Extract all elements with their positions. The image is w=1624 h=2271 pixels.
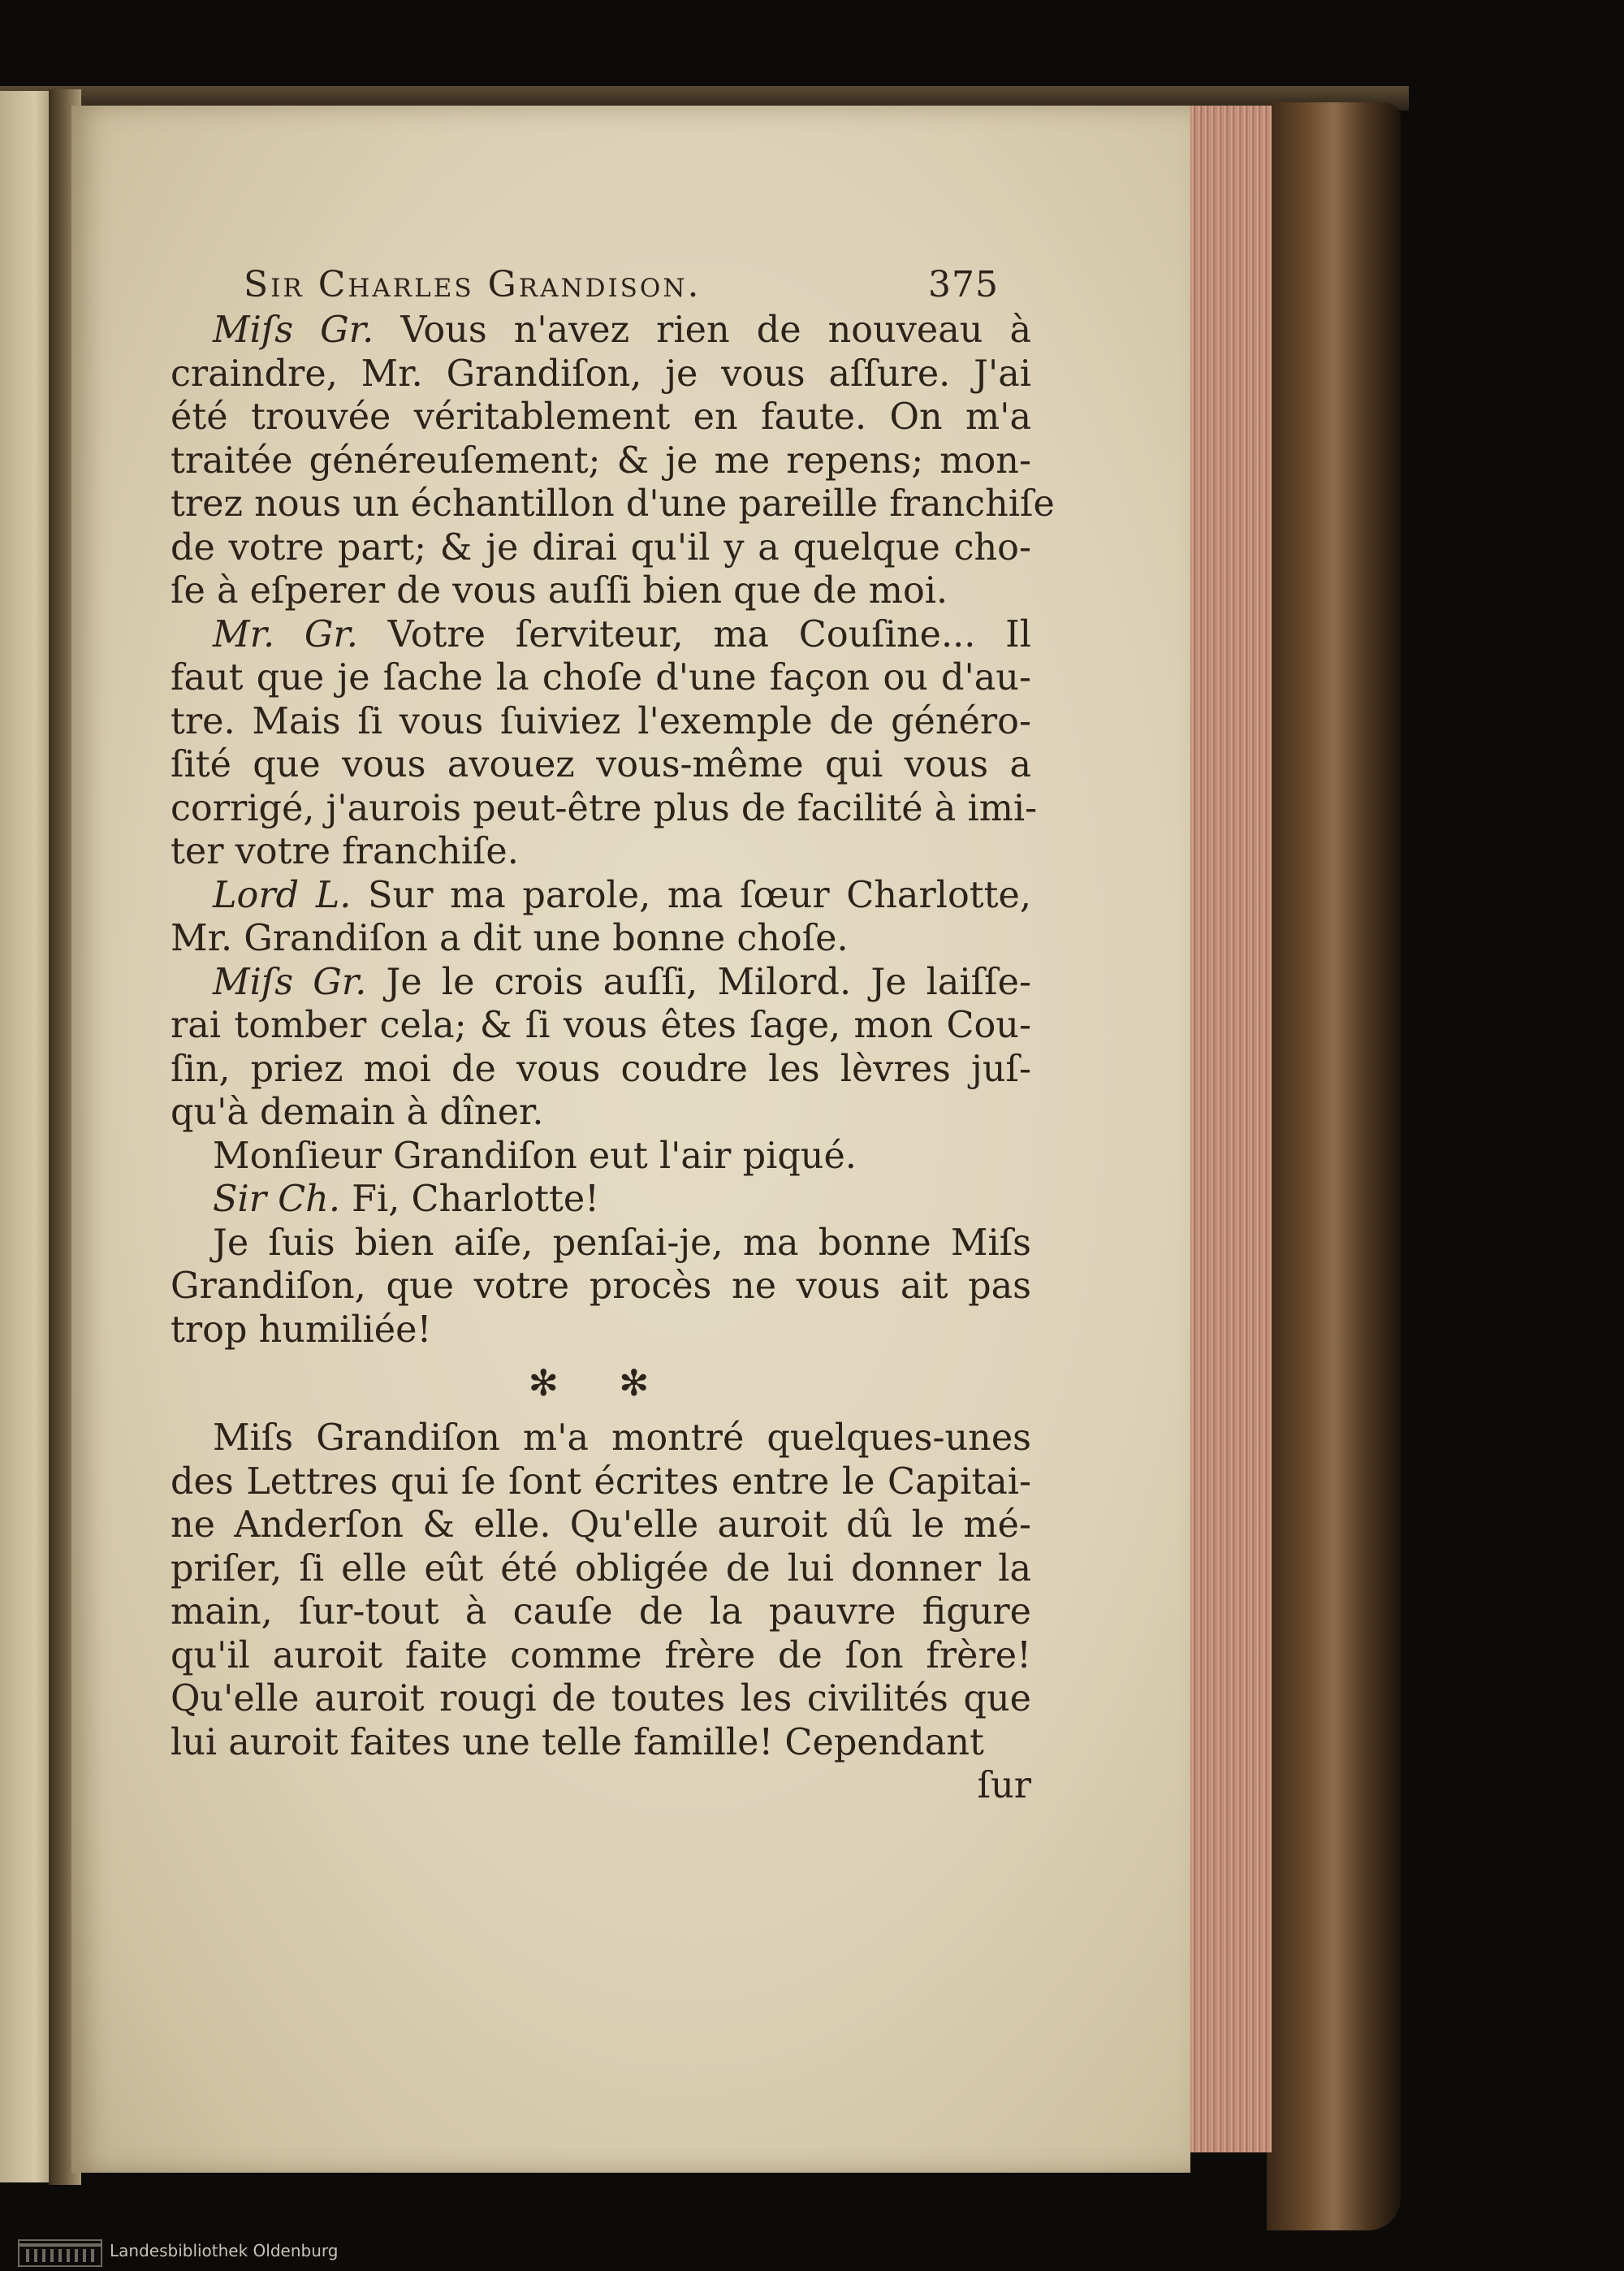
text-line xyxy=(171,830,1031,874)
text-line xyxy=(171,1590,1031,1634)
section-ornament: ✻ ✻ xyxy=(528,1363,674,1404)
line-text: des Lettres qui ſe ſont écrites entre le Capitai- xyxy=(171,1460,1031,1503)
body-text xyxy=(171,309,1055,1808)
speaker-name: Miſs Gr. xyxy=(213,961,367,1003)
text-line xyxy=(171,1309,1031,1352)
line-text: priſer, ſi elle eût été obligée de lui donner la xyxy=(171,1547,1031,1590)
running-title: Sir Charles Grandison. xyxy=(244,264,702,305)
line-text: Mr. Grandiſon a dit une bonne choſe. xyxy=(171,918,849,959)
text-line xyxy=(171,1677,1031,1721)
line-text: ne Anderſon & elle. Qu'elle auroit dû le mé- xyxy=(171,1504,1031,1546)
paragraph xyxy=(171,1222,1031,1352)
page-edges xyxy=(1190,106,1272,2152)
paragraph xyxy=(171,613,1038,874)
text-line xyxy=(171,1004,1031,1048)
text-line xyxy=(171,1721,1031,1765)
line-text: trez nous un échantillon d'une pareille franchiſe xyxy=(171,483,1055,525)
text-line xyxy=(171,1091,1031,1135)
text-line xyxy=(171,1634,1031,1678)
line-text: ſité que vous avouez vous-même qui vous a xyxy=(171,744,1031,785)
text-line xyxy=(171,1503,1031,1547)
paragraph xyxy=(171,874,1031,961)
text-line xyxy=(171,656,1031,700)
text-line xyxy=(171,874,1031,918)
line-text: craindre, Mr. Grandiſon, je vous aſſure. J'ai xyxy=(171,353,1031,395)
line-text: Fi, Charlotte! xyxy=(340,1179,600,1220)
speaker-name: Sir Ch. xyxy=(213,1179,340,1220)
line-text: Vous n'avez rien de nouveau à xyxy=(374,309,1032,351)
text-line xyxy=(171,961,1031,1005)
text-line xyxy=(171,1417,1031,1460)
line-text: ſin, priez moi de vous coudre les lèvres juſ- xyxy=(171,1048,1031,1090)
line-text: qu'il auroit faite comme frère de ſon frère! xyxy=(171,1634,1031,1676)
speaker-name: Mr. Gr. xyxy=(213,613,358,655)
text-line xyxy=(171,743,1031,787)
book-binding xyxy=(1267,102,1401,2230)
line-text: Qu'elle auroit rougi de toutes les civilités que xyxy=(171,1678,1031,1719)
text-line xyxy=(171,1460,1031,1504)
speaker-name: Miſs Gr. xyxy=(213,309,374,351)
text-line xyxy=(171,1222,1031,1265)
text-line xyxy=(171,353,1031,396)
text-line xyxy=(171,787,1038,831)
line-text: traitée généreuſement; & je me repens; mon- xyxy=(171,439,1031,482)
page-number: 375 xyxy=(928,264,999,305)
line-text: qu'à demain à dîner. xyxy=(171,1092,544,1133)
line-text: Monſieur Grandiſon eut l'air piqué. xyxy=(213,1135,857,1177)
text-line xyxy=(171,1048,1031,1092)
paragraph xyxy=(171,1417,1031,1764)
text-line xyxy=(171,1265,1031,1309)
line-text: lui auroit faites une telle famille! Cependant xyxy=(171,1721,984,1763)
line-text: Grandiſon, que votre procès ne vous ait pas xyxy=(171,1265,1031,1307)
paragraph xyxy=(171,961,1031,1135)
paragraph xyxy=(171,1135,1031,1179)
text-line xyxy=(171,1135,1031,1179)
line-text: Je ſuis bien aiſe, penſai-je, ma bonne Miſs xyxy=(213,1222,1031,1264)
line-text: main, ſur-tout à cauſe de la pauvre figure xyxy=(171,1591,1031,1633)
text-line xyxy=(171,482,1055,526)
line-text: de votre part; & je dirai qu'il y a quelque cho- xyxy=(171,526,1031,569)
line-text: Votre ſerviteur, ma Couſine... Il xyxy=(357,613,1031,655)
line-text: trop humiliée! xyxy=(171,1309,432,1351)
line-text: Je le crois auſſi, Milord. Je laiſſe- xyxy=(366,961,1031,1003)
library-building-icon xyxy=(18,2239,102,2267)
line-text: ter votre franchiſe. xyxy=(171,831,519,872)
text-line xyxy=(171,1178,1031,1222)
text-line xyxy=(171,700,1031,744)
text-line xyxy=(171,396,1031,439)
text-line xyxy=(171,526,1031,570)
text-line xyxy=(171,309,1031,353)
text-line xyxy=(171,613,1031,657)
line-text: rai tomber cela; & ſi vous êtes ſage, mon Cou- xyxy=(171,1005,1031,1046)
line-text: tre. Mais ſi vous ſuiviez l'exemple de généro- xyxy=(171,700,1031,742)
library-name: Landesbibliothek Oldenburg xyxy=(110,2241,339,2260)
text-line xyxy=(171,917,1031,961)
line-text: Miſs Grandiſon m'a montré quelques-unes xyxy=(213,1417,1031,1459)
speaker-name: Lord L. xyxy=(213,874,352,916)
catchword: ſur xyxy=(977,1765,1031,1806)
running-head xyxy=(244,264,999,305)
text-line xyxy=(171,569,1031,613)
text-line xyxy=(171,439,1031,483)
line-text: faut que je ſache la choſe d'une façon ou d'au- xyxy=(171,657,1031,699)
line-text: ſe à eſperer de vous auſſi bien que de moi. xyxy=(171,570,948,612)
line-text: été trouvée véritablement en faute. On m'a xyxy=(171,396,1031,438)
line-text: corrigé, j'aurois peut-être plus de facilité à imi- xyxy=(171,787,1038,829)
paragraph xyxy=(171,1178,1031,1222)
line-text: Sur ma parole, ma ſœur Charlotte, xyxy=(351,874,1031,916)
text-line xyxy=(171,1547,1031,1591)
paragraph xyxy=(171,309,1055,613)
